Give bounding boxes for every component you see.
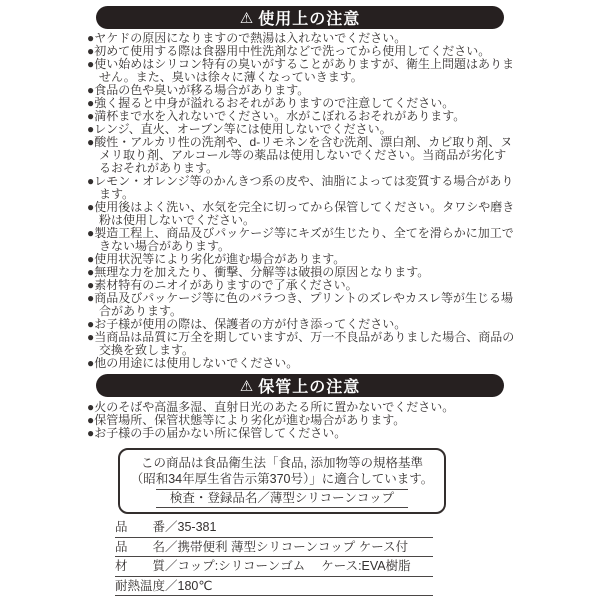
spec-value: コップ:シリコーンゴム ケース:EVA樹脂	[177, 559, 411, 573]
note-item: ●レモン・オレンジ等のかんきつ系の皮や、油脂によっては変質する場合があります。	[87, 174, 514, 201]
spec-value: 携帯便利 薄型シリコーンコップ ケース付	[177, 539, 409, 554]
usage-section-title: 使用上の注意	[258, 11, 361, 28]
spec-label: 品番	[115, 520, 165, 534]
storage-section-title: 保管上の注意	[258, 379, 361, 396]
spec-separator: ／	[165, 539, 178, 554]
spec-separator: ／	[165, 578, 178, 593]
spec-value: 180℃	[177, 578, 213, 593]
note-item: ●商品及びパッケージ等に色のバラつき、プリントのズレやカスレ等が生じる場合があります。	[87, 291, 514, 318]
note-item: ●他の用途には使用しないでください。	[87, 356, 299, 370]
note-item: ●当商品は品質に万全を期していますが、万一不良品がありました場合、商品の交換を致します。	[87, 330, 515, 357]
note-item: ●レンジ、直火、オーブン等には使用しないでください。	[87, 122, 392, 136]
note-item: ●使用状況等により劣化が進む場合があります。	[87, 252, 346, 266]
note-item: ●酸性・アルカリ性の洗剤や、d-リモネンを含む洗剤、漂白剤、カビ取り剤、ヌメリ取り剤、アルコール等の薬品は使用しないでください。当商品が劣化するおそれがあります。	[87, 135, 513, 175]
note-item: ●使い始めはシリコン特有の臭いがすることがありますが、衛生上問題はありません。また、臭いは徐々に薄くなっていきます。	[87, 57, 515, 84]
spec-label: 耐熱温度	[115, 578, 166, 593]
table-row	[115, 557, 433, 577]
spec-label: 品名	[115, 539, 165, 554]
registration-name: 検査・登録品名／薄型シリコーンコップ	[156, 489, 408, 508]
note-item: ●ヤケドの原因になりますので熱湯は入れないでください。	[87, 31, 407, 45]
food-sanitation-compliance-box	[118, 448, 446, 514]
note-item: ●無理な力を加えたり、衝撃、分解等は破損の原因となります。	[87, 265, 430, 279]
note-item: ●強く握ると中身が溢れるおそれがありますので注意してください。	[87, 96, 455, 110]
spec-label: 材質	[115, 559, 165, 573]
storage-notes-list	[0, 401, 600, 440]
note-item: ●お子様の手の届かない所に保管してください。	[87, 426, 347, 440]
warning-triangle-icon: ⚠	[239, 377, 254, 395]
table-row	[115, 538, 433, 558]
note-item: ●素材特有のニオイがありますので了承ください。	[87, 278, 358, 292]
note-item: ●使用後はよく洗い、水気を完全に切ってから保管してください。タワシや磨き粉は使用しないでください。	[87, 200, 515, 227]
usage-notes-list	[0, 32, 600, 370]
warning-triangle-icon: ⚠	[239, 9, 254, 27]
table-row	[115, 518, 433, 538]
compliance-text-line1: この商品は食品衛生法「食品, 添加物等の規格基準	[141, 456, 423, 470]
spec-separator: ／	[165, 520, 178, 534]
note-item: ●火のそばや高温多湿、直射日光のあたる所に置かないでください。	[87, 400, 455, 414]
table-row	[115, 577, 433, 597]
note-item: ●満杯まで水を入れないでください。水がこぼれるおそれがあります。	[87, 109, 466, 123]
spec-value: 35-381	[177, 520, 217, 534]
spec-table	[115, 518, 433, 596]
note-item: ●初めて使用する際は食器用中性洗剤などで洗ってから使用してください。	[87, 44, 491, 58]
note-item: ●保管場所、保管状態等により劣化が進む場合があります。	[87, 413, 406, 427]
spec-separator: ／	[165, 559, 178, 573]
note-item: ●お子様が使用の際は、保護者の方が付き添ってください。	[87, 317, 407, 331]
note-item: ●食品の色や臭いが移る場合があります。	[87, 83, 310, 97]
storage-section-header	[96, 374, 504, 397]
note-item: ●製造工程上、商品及びパッケージ等にキズが生じたり、全てを滑らかに加工できない場合があります。	[87, 226, 514, 253]
compliance-text-line2: （昭和34年厚生省告示第370号）」に適合しています。	[130, 472, 434, 486]
usage-section-header	[96, 6, 504, 29]
